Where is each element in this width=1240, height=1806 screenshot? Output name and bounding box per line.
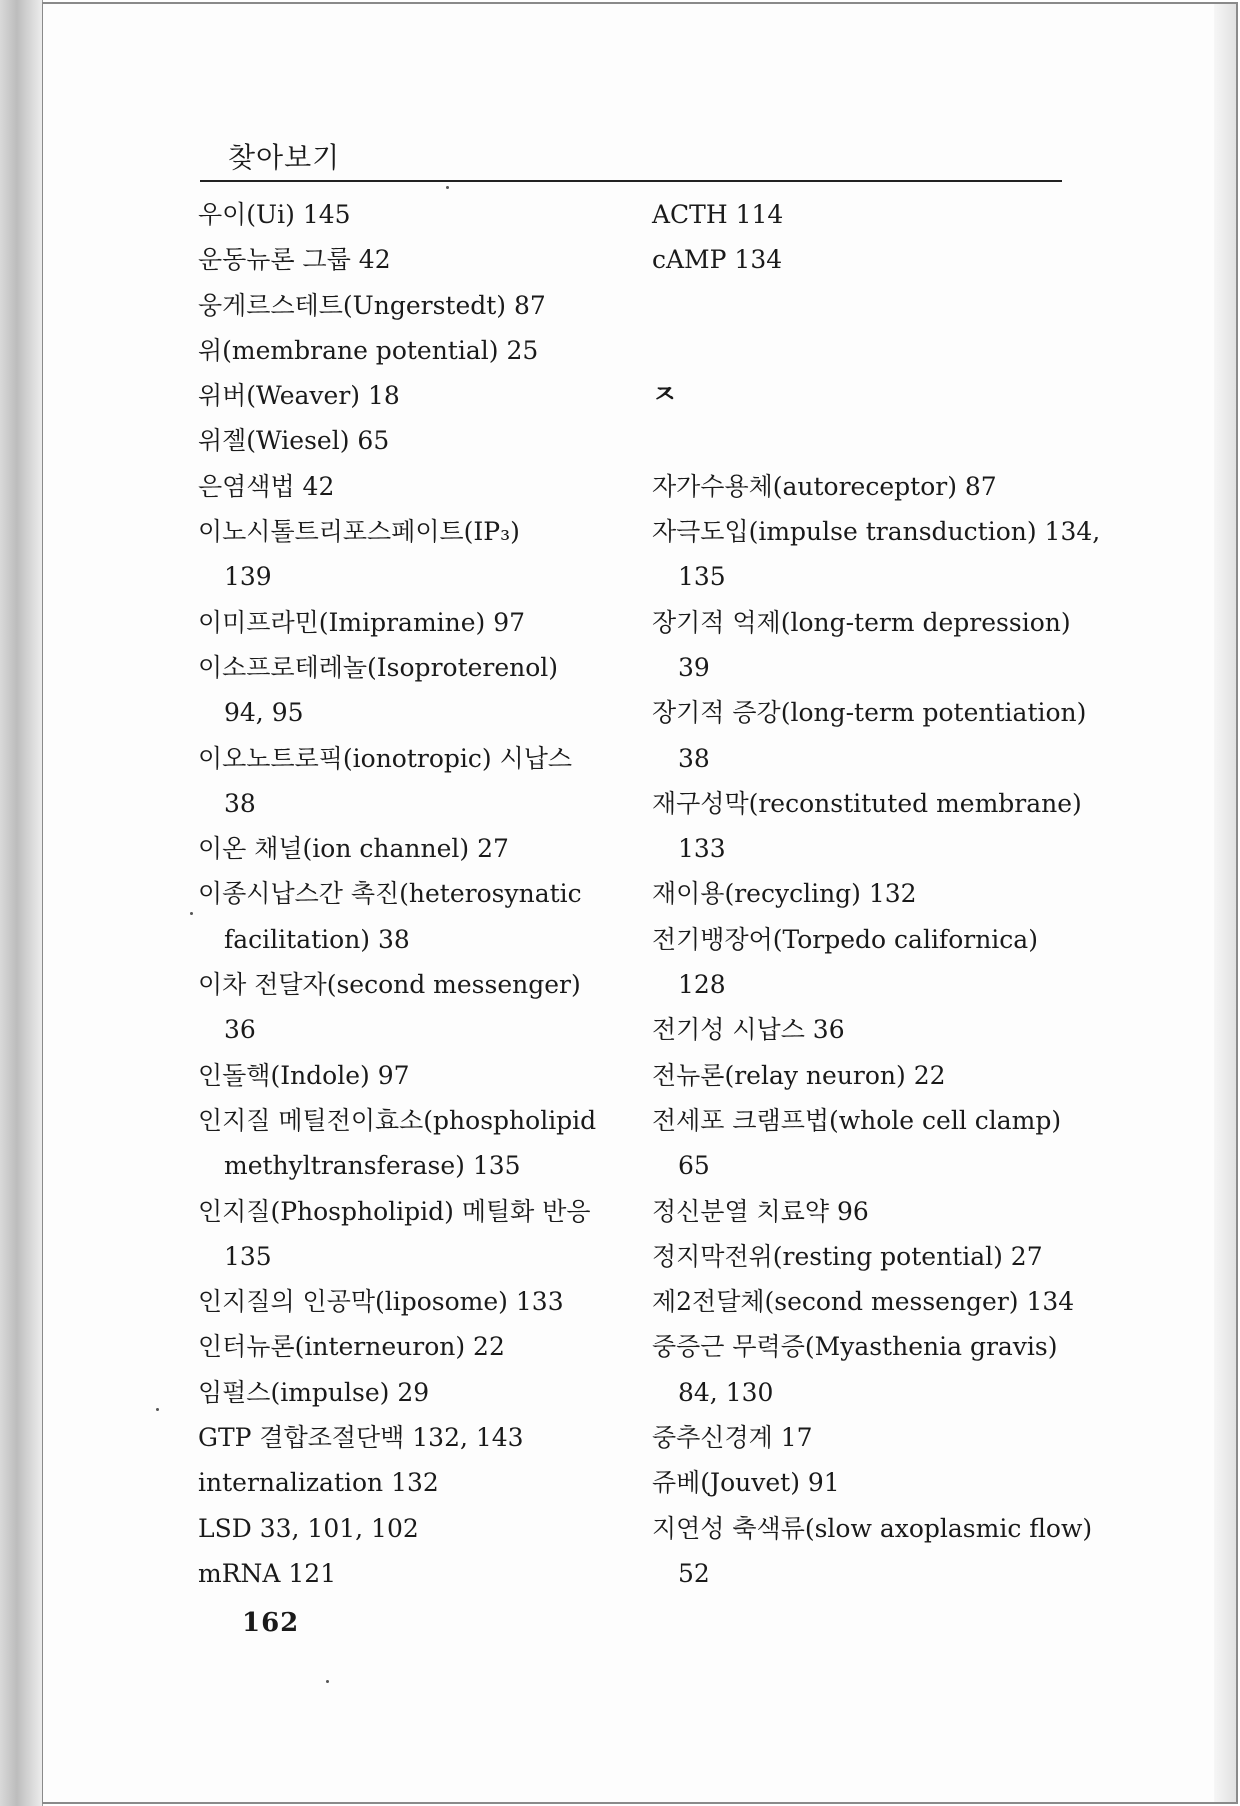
index-entry: 39 [678,652,710,682]
index-entry: 중증근 무력증(Myasthenia gravis) [652,1332,1058,1362]
index-entry: 94, 95 [224,698,304,728]
index-entry: 인돌핵(Indole) 97 [198,1060,410,1090]
index-entry: 임펄스(impulse) 29 [198,1377,430,1407]
dust-speck [326,1680,329,1683]
dust-speck [446,186,449,189]
index-entry: 인지질의 인공막(liposome) 133 [198,1287,564,1317]
index-entry: 이차 전달자(second messenger) [198,970,581,1000]
index-entry: 이미프라민(Imipramine) 97 [198,607,526,637]
index-entry: 84, 130 [678,1377,774,1407]
index-entry: 제2전달체(second messenger) 134 [652,1287,1075,1317]
index-entry: 이노시톨트리포스페이트(IP₃) [198,517,520,547]
index-entry: 인지질(Phospholipid) 메틸화 반응 [198,1196,591,1226]
index-entry: 장기적 증강(long-term potentiation) [652,698,1087,728]
header-rule [200,180,1062,182]
index-entry: 128 [678,970,726,1000]
index-entry: 36 [224,1015,256,1045]
index-entry: 자가수용체(autoreceptor) 87 [652,471,997,501]
index-entry: 이온 채널(ion channel) 27 [198,834,509,864]
index-entry: 135 [678,562,726,592]
index-entry: 웅게르스테트(Ungerstedt) 87 [198,290,546,320]
index-entry: 위버(Weaver) 18 [198,381,400,411]
index-entry: facilitation) 38 [224,924,410,954]
index-entry: 52 [678,1558,710,1588]
index-entry: methyltransferase) 135 [224,1151,521,1181]
index-entry: 위(membrane potential) 25 [198,335,539,365]
blank-line [652,283,1092,328]
index-column-right [652,192,1101,1596]
page-number: 162 [242,1608,300,1638]
index-entry: ACTH 114 [652,200,784,229]
index-entry: 지연성 축색류(slow axoplasmic flow) [652,1513,1093,1543]
index-entry: LSD 33, 101, 102 [198,1513,419,1543]
index-entry: mRNA 121 [198,1558,337,1588]
page-edge-shadow [1214,4,1236,1802]
dust-speck [190,912,193,915]
index-entry: 139 [224,562,272,592]
index-entry: 정신분열 치료약 96 [652,1196,869,1226]
index-entry: 인터뉴론(interneuron) 22 [198,1332,505,1362]
index-entry: 38 [678,743,710,773]
running-head: 찾아보기 [228,141,341,174]
index-entry: 우이(Ui) 145 [198,200,351,229]
index-entry: 장기적 억제(long-term depression) [652,607,1071,637]
index-entry: 전기성 시납스 36 [652,1015,845,1045]
index-entry: 이오노트로픽(ionotropic) 시납스 [198,743,573,773]
index-entry: 중추신경계 17 [652,1423,813,1453]
index-entry: GTP 결합조절단백 132, 143 [198,1423,524,1453]
index-entry: 이종시납스간 촉진(heterosynatic [198,879,582,909]
index-entry: 133 [678,834,726,864]
index-entry: 38 [224,788,256,818]
blank-line [652,418,1092,463]
index-entry: 자극도입(impulse transduction) 134, [652,517,1101,547]
index-entry: 인지질 메틸전이효소(phospholipid [198,1105,597,1135]
index-entry: 전기뱅장어(Torpedo californica) [652,924,1038,954]
index-entry: 재이용(recycling) 132 [652,879,917,909]
index-entry: 전뉴론(relay neuron) 22 [652,1060,946,1090]
index-entry: cAMP 134 [652,245,783,275]
index-entry: 정지막전위(resting potential) 27 [652,1241,1043,1271]
index-entry: 운동뉴론 그룹 42 [198,245,391,275]
blank-line [652,328,1092,373]
index-entry: 65 [678,1151,710,1181]
book-spine [0,0,43,1806]
dust-speck [156,1408,159,1411]
index-entry: 은염색법 42 [198,471,335,501]
index-entry: 위젤(Wiesel) 65 [198,426,390,456]
index-column-left [198,192,638,1596]
index-entry: internalization 132 [198,1468,439,1498]
index-entry: 재구성막(reconstituted membrane) [652,788,1082,818]
index-entry: 전세포 크램프법(whole cell clamp) [652,1105,1062,1135]
index-entry: 이소프로테레놀(Isoproterenol) [198,652,559,682]
index-entry: 쥬베(Jouvet) 91 [652,1468,840,1498]
section-letter: ㅈ [652,380,678,411]
index-entry: 135 [224,1241,272,1271]
